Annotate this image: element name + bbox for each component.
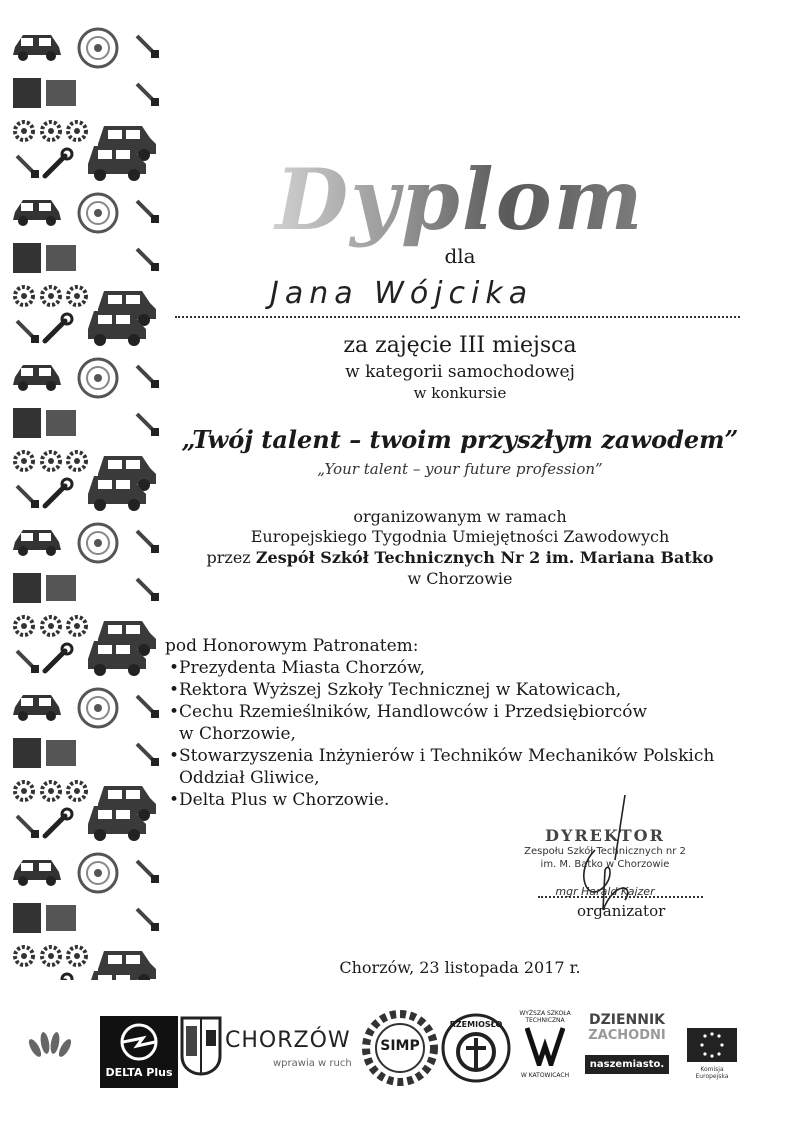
- delta-plus-logo: [100, 1016, 178, 1088]
- patron-item-cont: w Chorzowie,: [179, 724, 296, 744]
- handwritten-signature: [555, 790, 665, 920]
- rzemioslo-text: RZEMIOSŁO: [449, 1020, 503, 1029]
- eu-text: Komisja Europejska: [695, 1066, 729, 1080]
- decorative-automotive-border: [8, 20, 173, 980]
- dziennik-zachodni-logo: [585, 1012, 669, 1074]
- diploma-title: Dyplom: [225, 150, 695, 249]
- european-commission-logo: [687, 1028, 737, 1080]
- category-line: w kategorii samochodowej: [345, 362, 575, 382]
- patron-item-text: Stowarzyszenia Inżynierów i Techników Mechaników Polskich: [179, 746, 715, 766]
- organized-line-4: w Chorzowie: [407, 569, 513, 588]
- for-label: dla: [444, 244, 476, 268]
- patron-item: [165, 745, 725, 789]
- patron-item-text: Delta Plus w Chorzowie.: [179, 790, 390, 810]
- contest-motto: „Twój talent – twoim przyszłym zawodem”: [181, 425, 739, 454]
- patron-item: [165, 701, 725, 745]
- stamp-title: DYREKTOR: [545, 826, 665, 845]
- delta-plus-text: DELTA Plus: [105, 1066, 173, 1079]
- eu-flag-icon: [687, 1028, 737, 1062]
- organizer-label: organizator: [577, 902, 666, 920]
- signature-dotted-line: [538, 896, 703, 898]
- contest-line: w konkursie: [413, 384, 507, 402]
- wst-emblem-icon: [525, 1026, 565, 1066]
- organized-line-3: [170, 548, 750, 567]
- sponsor-logos: [15, 1008, 785, 1098]
- chorzow-tagline: wprawia w ruch: [273, 1058, 352, 1069]
- stamp-director-name: mgr Harald Kajzer: [555, 885, 655, 898]
- patron-item-cont: Oddział Gliwice,: [179, 768, 320, 788]
- patronage-heading: pod Honorowym Patronatem:: [165, 636, 419, 656]
- naszemiasto-text: naszemiasto.: [585, 1055, 669, 1074]
- chorzow-coat-of-arms-icon: [180, 1016, 222, 1076]
- patron-item-text: Prezydenta Miasta Chorzów,: [179, 658, 425, 678]
- dziennik-text: DZIENNIK: [588, 1012, 666, 1028]
- flower-logo: [15, 1018, 85, 1073]
- patron-item-text: Cechu Rzemieślników, Handlowców i Przedsiębiorców: [179, 702, 647, 722]
- simp-logo: [360, 1008, 440, 1088]
- organizer-school-name: Zespół Szkół Technicznych Nr 2 im. Mariana Batko: [255, 548, 714, 567]
- place-and-date: Chorzów, 23 listopada 2017 r.: [339, 958, 581, 977]
- stamp-line-1: Zespołu Szkół Technicznych nr 2: [524, 846, 686, 857]
- patron-item-text: Rektora Wyższej Szkoły Technicznej w Katowicach,: [179, 680, 622, 700]
- wst-name: WYŻSZA SZKOŁA TECHNICZNA: [519, 1010, 571, 1024]
- patron-item: [165, 679, 725, 701]
- simp-text: SIMP: [380, 1038, 420, 1054]
- rzemioslo-logo: [440, 1012, 512, 1084]
- patronage-list: [165, 657, 725, 811]
- organized-prefix: przez: [206, 548, 256, 567]
- opel-emblem-icon: [119, 1022, 159, 1062]
- organized-line-1: organizowanym w ramach: [353, 507, 567, 526]
- stamp-line-2: im. M. Batko w Chorzowie: [540, 859, 670, 870]
- patron-item: [165, 657, 725, 679]
- wst-city: W KATOWICACH: [520, 1072, 570, 1079]
- chorzow-logo-text: CHORZÓW: [225, 1028, 351, 1053]
- honorary-patronage: [165, 635, 725, 811]
- award-line: za zajęcie III miejsca: [343, 333, 577, 358]
- automotive-pattern-graphic: [8, 20, 173, 980]
- organized-line-2: Europejskiego Tygodnia Umiejętności Zawodowych: [250, 527, 670, 546]
- zachodni-text: ZACHODNI: [588, 1028, 666, 1043]
- name-dotted-line: [175, 316, 740, 318]
- wst-logo: [505, 1008, 585, 1088]
- contest-motto-english: „Your talent – your future profession”: [317, 460, 603, 478]
- recipient-name: Jana Wójcika: [270, 276, 534, 311]
